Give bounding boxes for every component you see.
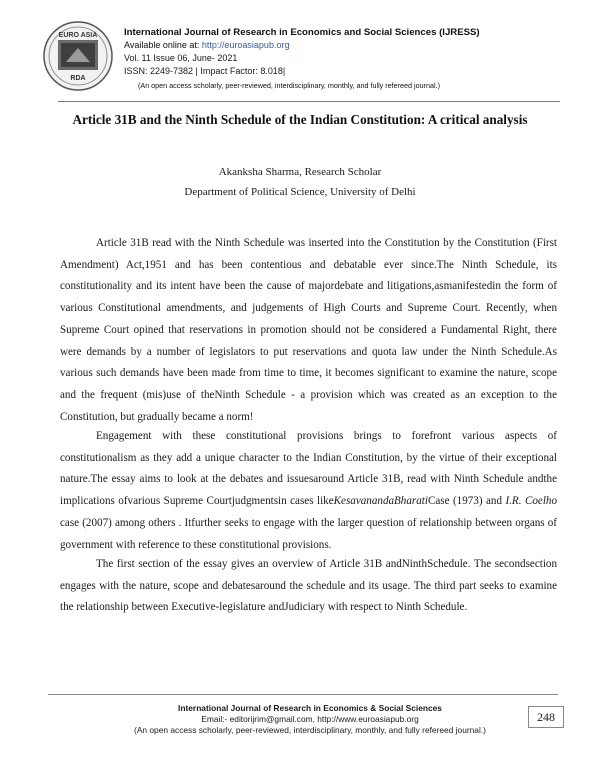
available-line xyxy=(124,39,564,52)
case-name-coelho: I.R. Coelho xyxy=(505,495,557,508)
body-paragraph-1: Article 31B read with the Ninth Schedule was inserted into the Constitution by the Constitution (First Amendment) Act,1951 and has been contentious and debatable ever since.The Ninth Schedule, its constitutionality and its intent have been the cause of majordebate and litigations,asmanifestedin the form of various Constitutional amendments, and judgements of High Courts and Supreme Court. Recently, when Supreme Court opined that reservations in promotion should not be considered a Fundamental Right, there were demands by a number of legislators to put reservations and quota law under the Ninth Schedule.As various such demands have been made from time to time, it becomes significant to examine the nature, scope and the frequent (mis)use of theNinth Schedule - a provision which was created as an exception to the Constitution, but gradually became a norm! xyxy=(60,237,557,423)
author-name: Akanksha Sharma, Research Scholar xyxy=(218,166,382,178)
issn-line: ISSN: 2249-7382 | Impact Factor: 8.018| xyxy=(124,66,286,76)
available-label: Available online at: xyxy=(124,40,202,50)
header-divider xyxy=(58,101,560,102)
author-affiliation: Department of Political Science, University of Delhi xyxy=(184,186,416,198)
body-paragraph-2 xyxy=(60,426,557,556)
case-name-kesavananda: KesavanandaBharati xyxy=(333,495,428,508)
journal-logo xyxy=(42,20,114,92)
body-paragraph-3: The first section of the essay gives an overview of Article 31B andNinthSchedule. The secondsection engages with the nature, scope and debatesaround the schedule and its usage. The third part seeks to examine the relationship between Executive-legislature andJudiciary with respect to Ninth Schedule. xyxy=(60,558,557,614)
article-title: Article 31B and the Ninth Schedule of the Indian Constitution: A critical analysis xyxy=(72,112,528,127)
journal-title: International Journal of Research in Economics and Social Sciences (IJRESS) xyxy=(124,27,480,38)
footer-divider xyxy=(48,694,558,695)
footer-note: (An open access scholarly, peer-reviewed, interdisciplinary, monthly, and fully refereed journal.) xyxy=(134,725,486,735)
para2-text-c: case (2007) among others . Itfurther seeks to engage with the larger question of relationship between organs of government with reference to these constitutional provisions. xyxy=(60,516,557,551)
header-note: (An open access scholarly, peer-reviewed, interdisciplinary, monthly, and fully refereed journal.) xyxy=(138,81,441,90)
page-footer xyxy=(60,703,560,736)
logo-text-bottom: RDA xyxy=(70,75,86,82)
footer-journal-name: International Journal of Research in Economics & Social Sciences xyxy=(178,703,442,713)
logo-text-top: EURO ASIA xyxy=(58,32,98,39)
journal-url-link[interactable]: http://euroasiapub.org xyxy=(201,40,290,50)
para2-text-b: Case (1973) and xyxy=(427,495,506,508)
volume-line: Vol. 11 Issue 06, June- 2021 xyxy=(124,53,238,63)
journal-header xyxy=(124,26,564,92)
footer-email-line: Email:- editorijrim@gmail.com, http://www.euroasiapub.org xyxy=(201,714,419,724)
page-number: 248 xyxy=(528,706,564,728)
para2-text-a: Engagement with these constitutional provisions brings to forefront various aspects of constitutionalism as they add a unique character to the Indian Constitution, by the virtue of their exceptional nature.The essay aims to look at the debates and issuesaround Article 31B, read with Ninth Schedule andthe implications ofvarious Supreme Courtjudgmentsin cases like xyxy=(60,430,557,508)
